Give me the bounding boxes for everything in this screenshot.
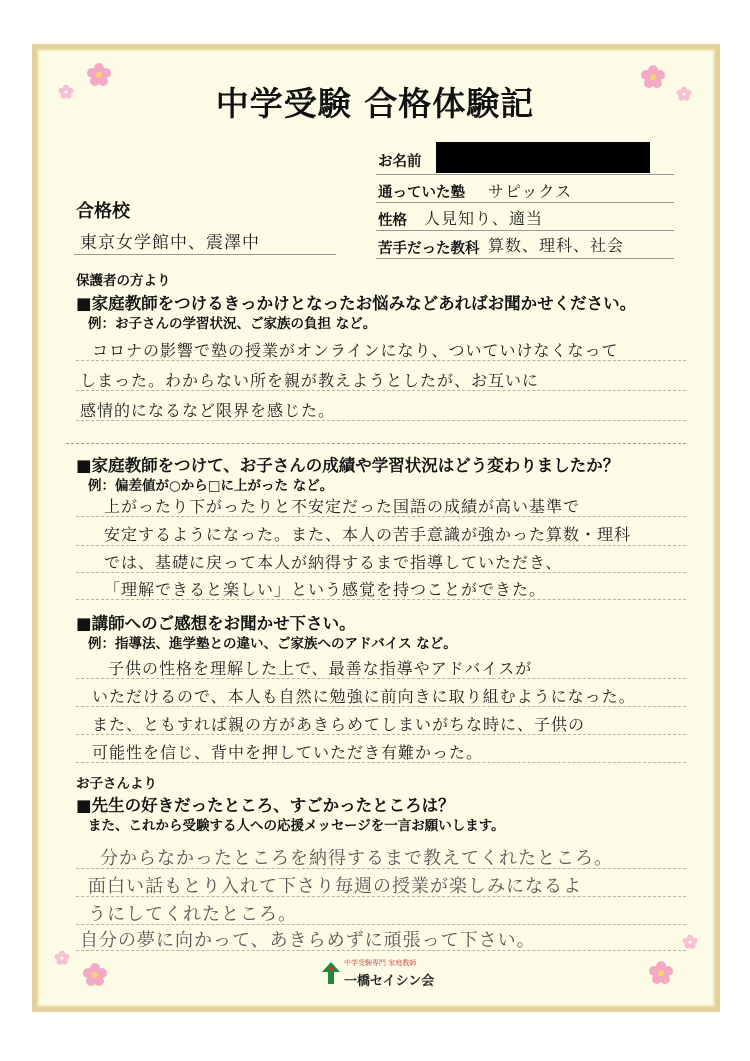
q2-rule-1 (76, 516, 686, 517)
personality-label: 性格 (378, 212, 407, 229)
name-label: お名前 (378, 153, 422, 170)
name-underline (376, 174, 674, 175)
weak-subject-value: 算数、理科、社会 (488, 236, 625, 255)
q1-rule-3 (76, 420, 686, 421)
section-divider-1 (66, 443, 686, 444)
juku-underline (376, 202, 674, 203)
weak-subject-underline (376, 258, 674, 259)
q1-answer-line-2: しまった。わからない所を親が教えようとしたが、お互いに (80, 371, 540, 390)
juku-value: サピックス (488, 182, 573, 201)
q3-answer-line-4: 可能性を信じ、背中を押していただき有難かった。 (92, 743, 484, 762)
redacted-name (436, 142, 650, 173)
q2-rule-2 (76, 545, 686, 546)
q4-rule-4 (76, 950, 686, 951)
q3-rule-3 (76, 734, 686, 735)
personality-value: 人見知り、適当 (424, 209, 544, 228)
q1-rule-1 (76, 360, 686, 361)
flower-icon-bottom-right (648, 960, 674, 986)
q4-answer-line-2: 面白い話もとり入れて下さり毎週の授業が楽しみになるよ (88, 876, 582, 897)
q3-rule-1 (76, 678, 686, 679)
q4-answer-line-4: 自分の夢に向かって、あきらめずに頑張って下さい。 (80, 930, 536, 951)
q2-answer-line-3: では、基礎に戻って本人が納得するまで指導していただき、 (104, 553, 563, 572)
q3-answer-line-3: また、ともすれば親の方があきらめてしまいがちな時に、子供の (92, 715, 586, 734)
company-logo (322, 958, 434, 988)
q2-heading: ■家庭教師をつけて、お子さんの成績や学習状況はどう変わりましたか？ (76, 456, 620, 475)
q4-heading: ■先生の好きだったところ、すごかったところは？ (76, 796, 455, 815)
school-underline (74, 254, 336, 255)
personality-underline (376, 230, 674, 231)
q1-heading: ■家庭教師をつけるきっかけとなったお悩みなどあればお聞かせください。 (76, 294, 637, 313)
q1-answer-line-1: コロナの影響で塾の授業がオンラインになり、ついていけなくなって (92, 341, 619, 360)
flower-icon-bottom-left-small (54, 950, 70, 966)
q3-example: 例：指導法、進学塾との違い、ご家族へのアドバイス など。 (88, 636, 457, 652)
q2-answer-line-2: 安定するようになった。また、本人の苦手意識が強かった算数・理科 (104, 525, 632, 544)
school-label: 合格校 (76, 201, 130, 222)
tree-logo-icon (322, 962, 340, 984)
q1-answer-line-3: 感情的になるなど限界を感じた。 (80, 401, 336, 420)
q4-rule-2 (76, 896, 686, 897)
q2-answer-line-4: 「理解できると楽しい」という感覚を持つことができた。 (104, 580, 547, 599)
q2-answer-line-1: 上がったり下がったりと不安定だった国語の成績が高い基準で (104, 497, 581, 516)
q4-answer-line-3: うにしてくれたところ。 (88, 904, 297, 925)
q1-rule-2 (76, 390, 686, 391)
q1-example: 例：お子さんの学習状況、ご家族の負担 など。 (88, 316, 377, 332)
q2-rule-3 (76, 572, 686, 573)
q4-subheading: また、これから受験する人への応援メッセージを一言お願いします。 (88, 818, 505, 834)
q3-answer-line-2: いただけるので、本人も自然に勉強に前向きに取り組むようになった。 (92, 687, 636, 706)
flower-icon-bottom-left (82, 962, 108, 988)
q3-answer-line-1: 子供の性格を理解した上で、最善な指導やアドバイスが (108, 659, 533, 678)
parent-section-label: 保護者の方より (76, 273, 171, 289)
q2-rule-4 (76, 599, 686, 600)
q4-answer-line-1: 分からなかったところを納得するまで教えてくれたところ。 (100, 848, 613, 869)
q2-example: 例：偏差値が○から□に上がった など。 (88, 478, 334, 494)
weak-subject-label: 苦手だった教科 (378, 240, 480, 257)
q3-rule-4 (76, 762, 686, 763)
logo-tagline: 中学受験専門 家庭教師 (344, 959, 417, 967)
child-section-label: お子さんより (76, 776, 157, 792)
q3-heading: ■講師へのご感想をお聞かせ下さい。 (76, 614, 356, 633)
juku-label: 通っていた塾 (378, 184, 465, 201)
logo-name: 一橋セイシン会 (344, 974, 435, 989)
school-value: 東京女学館中、震澤中 (80, 233, 260, 253)
q3-rule-2 (76, 706, 686, 707)
flower-icon-bottom-right-small (682, 934, 698, 950)
q4-rule-3 (76, 924, 686, 925)
q4-rule-1 (76, 868, 686, 869)
page-title: 中学受験 合格体験記 (215, 84, 535, 123)
